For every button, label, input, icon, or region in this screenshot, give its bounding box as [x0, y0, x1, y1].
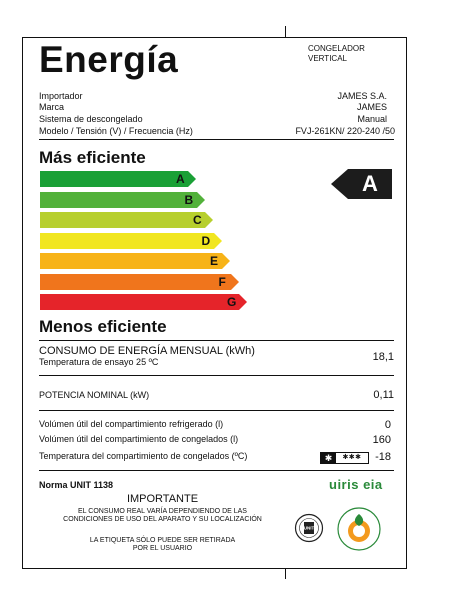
important-footer: [39, 537, 286, 553]
efficiency-bar-body: [40, 192, 197, 208]
efficiency-bar-c: [40, 212, 213, 228]
refrigerated-volume-value: 0: [384, 419, 391, 431]
model-value: FVJ-261KN/ 220-240 /50: [295, 126, 395, 136]
frozen-volume-value: 160: [372, 434, 391, 446]
most-efficient-label: Más eficiente: [39, 148, 146, 167]
svg-text:UNIT: UNIT: [303, 525, 315, 531]
header-row-brand: [39, 102, 387, 113]
crop-mark-top: [285, 26, 286, 37]
frozen-volume-label: Volúmen útil del compartimiento de congelados (l): [39, 434, 239, 444]
frozen-temp-value: -18: [375, 451, 391, 463]
efficiency-bar-body: [40, 274, 231, 290]
efficiency-bar-tip: [205, 212, 213, 228]
power-value: 0,11: [373, 389, 394, 401]
label-title: Energía: [39, 39, 179, 80]
volume-row-frozen: [39, 434, 391, 447]
rating-arrow-tip: [331, 169, 348, 199]
efficiency-bar-tip: [231, 274, 239, 290]
header-row-model: [39, 126, 395, 137]
important-body: [39, 508, 286, 524]
importer-label: Importador: [39, 91, 83, 101]
efficiency-bar-tip: [214, 233, 222, 249]
defrost-label: Sistema de descongelado: [39, 114, 143, 124]
important-body-line-1: EL CONSUMO REAL VARÍA DEPENDIENDO DE LAS: [78, 508, 247, 515]
refrigerated-volume-label: Volúmen útil del compartimiento refrigerado (l): [39, 419, 224, 429]
efficiency-bar-body: [40, 171, 188, 187]
important-footer-line-1: LA ETIQUETA SÓLO PUEDE SER RETIRADA: [89, 537, 236, 544]
norma-label: Norma UNIT 1138: [39, 480, 114, 490]
efficiency-bar-letter: D: [201, 233, 211, 248]
header-rule: [39, 139, 394, 140]
important-footer-line-2: POR EL USUARIO: [132, 545, 193, 552]
consumption-sublabel: Temperatura de ensayo 25 ºC: [39, 357, 159, 367]
unit-seal-logo: [294, 513, 324, 543]
efficiency-bar-e: [40, 253, 230, 269]
consumption-value: 18,1: [372, 351, 394, 363]
efficiency-bar-a: [40, 171, 196, 187]
efficiency-bar-letter: E: [210, 254, 219, 268]
brand-logo: uiris eia: [329, 477, 383, 492]
header-row-importer: [39, 91, 387, 102]
header-row-defrost: [39, 114, 387, 125]
rating-letter: A: [362, 171, 378, 196]
model-label: Modelo / Tensión (V) / Frecuencia (Hz): [39, 126, 193, 136]
efficiency-bar-g: [40, 294, 247, 310]
product-type: [308, 44, 365, 64]
efficiency-bar-letter: F: [218, 274, 226, 289]
power-rule: [39, 410, 394, 411]
volume-rule: [39, 470, 394, 471]
efficiency-bar-f: [40, 274, 239, 290]
star-rating-first: ✱: [321, 453, 336, 463]
volume-row-temperature: [39, 451, 391, 464]
efficiency-bar-body: [40, 212, 205, 228]
brand-label: Marca: [39, 102, 65, 112]
efficiency-seal-logo: [336, 506, 382, 552]
consumption-label: CONSUMO DE ENERGÍA MENSUAL (kWh): [39, 345, 255, 357]
efficiency-bar-d: [40, 233, 222, 249]
consumption-rule: [39, 375, 394, 376]
star-rating-box: [320, 452, 369, 464]
important-title: IMPORTANTE: [126, 493, 199, 505]
importer-value: JAMES S.A.: [337, 91, 387, 101]
defrost-value: Manual: [357, 114, 387, 124]
efficiency-bar-letter: C: [193, 213, 202, 227]
brand-value: JAMES: [356, 102, 387, 112]
energy-label: [22, 37, 407, 569]
crop-mark-bottom: [285, 569, 286, 579]
important-body-line-2: CONDICIONES DE USO DEL APARATO Y SU LOCALIZACIÓN: [63, 516, 262, 523]
star-rating-rest: ✱✱✱: [342, 454, 362, 461]
efficiency-bar-letter: A: [176, 172, 185, 186]
efficiency-bar-body: [40, 294, 239, 310]
efficiency-bar-tip: [197, 192, 205, 208]
efficiency-bar-body: [40, 253, 222, 269]
efficiency-bar-tip: [188, 171, 196, 187]
efficiency-bar-letter: G: [227, 295, 237, 309]
product-type-line-2: VERTICAL: [308, 54, 347, 63]
frozen-temp-label: Temperatura del compartimiento de congelados (ºC): [39, 451, 248, 461]
rating-arrow: [331, 169, 392, 199]
efficiency-bar-letter: B: [184, 192, 194, 207]
scale-rule: [39, 340, 394, 341]
power-label: POTENCIA NOMINAL (kW): [39, 390, 150, 400]
volume-row-refrigerated: [39, 419, 391, 432]
efficiency-bar-body: [40, 233, 214, 249]
efficiency-bar-b: [40, 192, 205, 208]
efficiency-bar-tip: [239, 294, 247, 310]
least-efficient-label: Menos eficiente: [39, 317, 167, 336]
efficiency-bar-tip: [222, 253, 230, 269]
product-type-line-1: CONGELADOR: [308, 44, 365, 53]
